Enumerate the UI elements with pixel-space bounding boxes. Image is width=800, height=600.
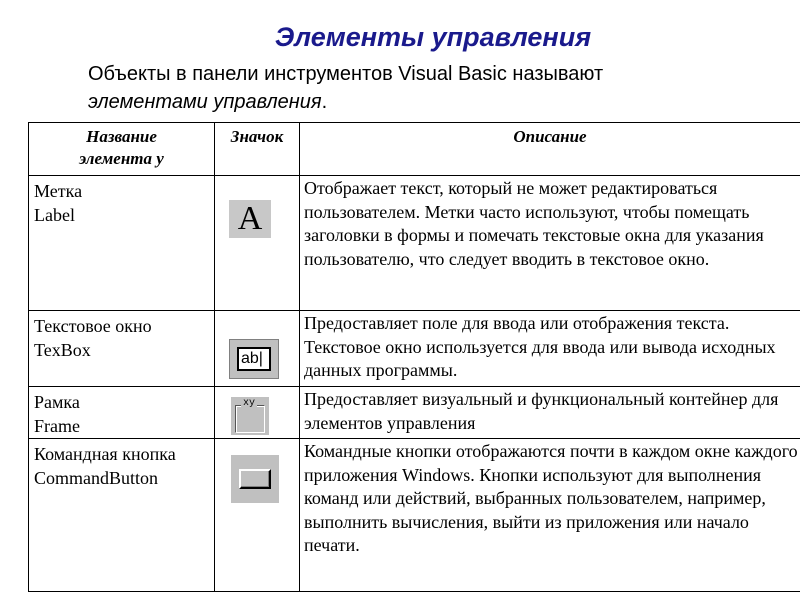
row-name (29, 311, 215, 387)
row-description: Отображает текст, который не может редактироваться пользователем. Метки часто используют, чтобы помещать заголовки в формы и помечать текстовые окна для указания пользователю, что следует вводить в текстовое окно. (300, 176, 800, 311)
frame-icon-box (235, 405, 265, 433)
controls-table (28, 122, 800, 592)
row-name-en: Frame (34, 416, 80, 436)
row-icon-cell (215, 439, 300, 592)
row-name-en: TexBox (34, 340, 91, 360)
row-icon-cell (215, 176, 300, 311)
intro-term: элементами управления (88, 91, 322, 113)
textbox-icon (229, 339, 279, 379)
table-row (29, 387, 800, 439)
frame-icon (231, 397, 269, 435)
table-header-row (29, 123, 800, 176)
row-name (29, 176, 215, 311)
row-name-ru: Командная кнопка (34, 444, 176, 464)
header-name (29, 123, 215, 176)
intro-line-1: Объекты в панели инструментов Visual Basic называют (88, 63, 604, 85)
row-icon-cell (215, 387, 300, 439)
row-name-en: CommandButton (34, 468, 159, 488)
command-button-icon (231, 455, 279, 503)
row-name-ru: Рамка (34, 392, 80, 412)
intro-period: . (321, 91, 328, 113)
row-name (29, 387, 215, 439)
row-description: Предоставляет поле для ввода или отображения текста. Текстовое окно используется для ввода или вывода исходных данных программы. (300, 311, 800, 387)
row-name-en: Label (34, 205, 75, 225)
table-row (29, 311, 800, 387)
page-title: Элементы управления (274, 22, 592, 52)
label-icon (229, 200, 271, 238)
table-row (29, 439, 800, 592)
row-icon-cell (215, 311, 300, 387)
header-name-line1: Название (86, 127, 157, 146)
textbox-icon-glyph: ab| (237, 347, 271, 371)
row-name (29, 439, 215, 592)
table-row (29, 176, 800, 311)
row-name-ru: Текстовое окно (34, 316, 152, 336)
intro-line-2 (88, 88, 788, 116)
intro-text (88, 60, 788, 116)
header-icon: Значок (215, 123, 300, 176)
header-name-line2: элемента у (79, 149, 164, 168)
row-description: Предоставляет визуальный и функциональный контейнер для элементов управления (300, 387, 800, 439)
label-icon-glyph: A (237, 200, 263, 237)
command-button-icon-face (239, 469, 271, 489)
row-description: Командные кнопки отображаются почти в каждом окне каждого приложения Windows. Кнопки используют для выполнения команд или действий, выбранных пользователем, например, выполнить вычисления, выйти из приложения или начало печати. (300, 439, 800, 592)
row-name-ru: Метка (34, 181, 83, 201)
frame-icon-caption: xy (243, 398, 256, 409)
header-description: Описание (300, 123, 800, 176)
